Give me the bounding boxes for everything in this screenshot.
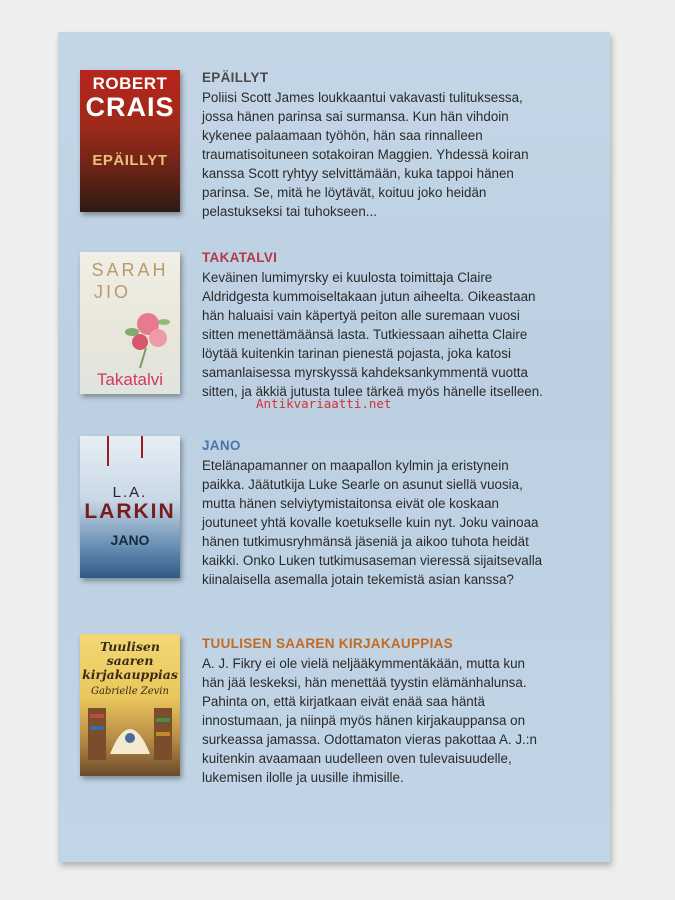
- desc-line: kykenee palaamaan työhön, hän saa rinnalleen: [202, 128, 483, 143]
- desc-line: hänen tutkimusryhmänsä jäseniä ja aikoo tuhota heidät: [202, 534, 529, 549]
- cover-author-first: L.A.: [112, 484, 148, 501]
- cover-author: Gabrielle Zevin: [91, 686, 169, 697]
- book-title: TAKATALVI: [202, 250, 278, 265]
- desc-line: lukemisen ilolle ja uusille ihmisille.: [202, 770, 404, 785]
- desc-line: A. J. Fikry ei ole vielä neljääkymmentäkään, mutta kun: [202, 656, 526, 671]
- cover-author-last: LARKIN: [84, 500, 176, 523]
- cover-author-last: CRAIS: [85, 92, 175, 122]
- book-title: TUULISEN SAAREN KIRJAKAUPPIAS: [202, 636, 453, 651]
- cover-title: Takatalvi: [96, 370, 164, 389]
- cover-image-tuulisen-saaren-kirjakauppias: [80, 634, 180, 776]
- desc-line: parinsa. Se, mitä he löytävät, koituu joko heidän: [202, 185, 487, 200]
- desc-line: Keväinen lumimyrsky ei kuulosta toimittaja Claire: [202, 270, 493, 285]
- cover-image-jano: [80, 436, 180, 578]
- cover-title-line: kirjakauppias: [82, 667, 178, 682]
- desc-line: Etelänapamanner on maapallon kylmin ja eristynein: [202, 458, 509, 473]
- book-description: [202, 436, 594, 589]
- cover-title: JANO: [110, 532, 150, 548]
- desc-line: paikka. Jäätutkija Luke Searle on asunut siellä vuosia,: [202, 477, 523, 492]
- cover-author-last: JIO: [94, 282, 132, 302]
- desc-line: Aldridgesta kummoiseltakaan jutun aiheelta. Oikeastaan: [202, 289, 536, 304]
- desc-line: hän jää leskeksi, hän menettää tyystin elämänhalunsa.: [202, 675, 527, 690]
- book-title: JANO: [202, 438, 241, 453]
- book-description: [202, 634, 594, 787]
- desc-line: sitten, ja äkkiä jutusta tulee tärkeä myös hänelle itselleen.: [202, 384, 543, 399]
- book-back-cover: [58, 32, 610, 862]
- desc-line: kuitenkin avaamaan uudelleen oven tulevaisuudelle,: [202, 751, 512, 766]
- desc-line: surkeassa jamassa. Odottamaton vieras pakottaa A. J.:n: [202, 732, 537, 747]
- desc-line: Poliisi Scott James loukkaantui vakavasti tulituksessa,: [202, 90, 523, 105]
- desc-line: traumatisoituneen sotakoiran Maggien. Yhdessä koiran: [202, 147, 529, 162]
- book-description: [202, 248, 594, 401]
- desc-line: kanssa Scott ryhtyy selvittämään, kuka tappoi hänen: [202, 166, 514, 181]
- desc-line: hän haluaisi vain käpertyä peiton alle suremaan vuosi: [202, 308, 520, 323]
- cover-title: EPÄILLYT: [92, 152, 168, 169]
- desc-line: innostumaan, ja niinpä myös hänen kirjakauppansa on: [202, 713, 526, 728]
- desc-line: samanlaisessa myrskyssä kahdeksankymmentä vuotta: [202, 365, 528, 380]
- cover-author-first: SARAH: [91, 260, 169, 280]
- cover-author-first: ROBERT: [92, 74, 168, 93]
- desc-line: kaikki. Onko Luken tutkimusaseman vieressä sijaitsevalla: [202, 553, 543, 568]
- cover-title-line: saaren: [106, 653, 154, 668]
- desc-line: kiinalaisella asemalla jotain tekemistä asian kanssa?: [202, 572, 514, 587]
- book-description: [202, 68, 594, 221]
- desc-line: joutuneet yhtä kovalle koetukselle kuin nyt. Joku vainoaa: [202, 515, 539, 530]
- bookshop-illustration: [80, 634, 180, 776]
- watermark-text: Antikvariaatti.net: [256, 396, 392, 411]
- cover-image-takatalvi: [80, 252, 180, 394]
- desc-line: jossa hänen parinsa sai surmansa. Kun hän vihdoin: [202, 109, 509, 124]
- desc-line: löytää kuitenkin tarinan pienestä pojasta, joka katosi: [202, 346, 511, 361]
- cover-image-epaillyt: [80, 70, 180, 212]
- desc-line: Pahinta on, että kirjatkaan eivät enää saa häntä: [202, 694, 485, 709]
- desc-line: mutta hänen selviytymistaitonsa eivät ole koskaan: [202, 496, 499, 511]
- cover-title-line: Tuulisen: [100, 639, 160, 654]
- desc-line: sitten menettämäänsä lasta. Tutkiessaan aihetta Claire: [202, 327, 528, 342]
- book-title: EPÄILLYT: [202, 70, 269, 85]
- desc-line: pelastukseksi tai tuhokseen...: [202, 204, 377, 219]
